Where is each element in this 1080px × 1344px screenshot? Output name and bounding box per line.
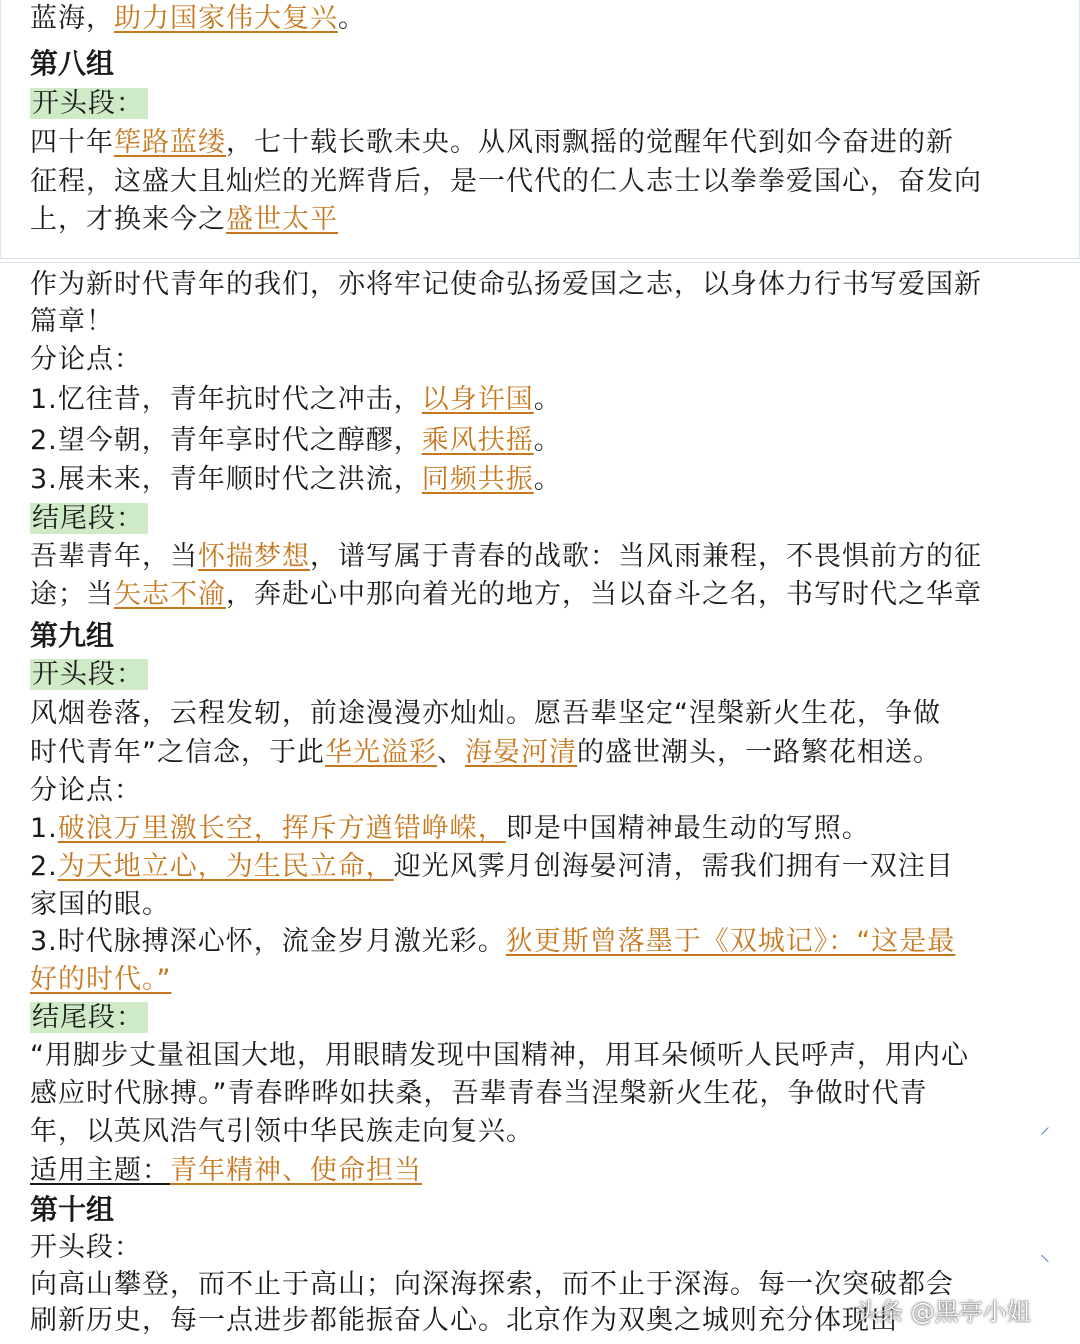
highlight-phrase: 狄更斯曾落墨于《双城记》：“这是最 [505,926,956,957]
section-label: 开头段： [30,1232,142,1263]
highlight-phrase: 海晏河清 [465,737,577,768]
point-item: 2.望今朝，青年享时代之醇醪，乘风扶摇。 [30,425,562,456]
text-line: 向高山攀登，而不止于高山；向深海探索，而不止于深海。每一次突破都会 [30,1269,954,1300]
ending-label: 结尾段： [30,503,148,534]
highlight-phrase: 好的时代。” [30,964,172,995]
point-item: 3.展未来，青年顺时代之洪流，同频共振。 [30,464,562,495]
text-line: 途；当矢志不渝，奔赴心中那向着光的地方，当以奋斗之名，书写时代之华章 [30,579,982,610]
scroll-mark-icon: ⸌ [1040,1250,1050,1274]
text-line: “用脚步丈量祖国大地，用眼睛发现中国精神，用耳朵倾听人民呼声，用内心 [30,1040,969,1071]
point-item: 1.破浪万里激长空，挥斥方遒错峥嵘，即是中国精神最生动的写照。 [30,813,870,844]
opening-label: 开头段： [30,659,148,690]
highlight-phrase: 破浪万里激长空，挥斥方遒错峥嵘， [57,813,506,844]
highlight-phrase: 华光溢彩 [325,737,437,768]
section-label [30,656,148,694]
text-line: 吾辈青年，当怀揣梦想，谱写属于青春的战歌：当风雨兼程，不畏惧前方的征 [30,541,982,572]
sub-point-label: 分论点： [30,344,142,375]
text-line: 时代青年”之信念，于此华光溢彩、海晏河清的盛世潮头，一路繁花相送。 [30,737,941,768]
group-10-title: 第十组 [30,1193,115,1226]
section-label [30,999,148,1037]
section-label [30,500,148,538]
text-line: 征程，这盛大且灿烂的光辉背后，是一代代的仁人志士以拳拳爱国心，奋发向 [30,166,982,197]
theme-line [30,1152,422,1190]
highlight-phrase: 矢志不渝 [114,579,226,610]
highlight-phrase: 同频共振 [421,464,534,495]
sub-point-label: 分论点： [30,775,142,806]
group-8-title: 第八组 [30,47,115,80]
theme-label: 适用主题： [30,1155,170,1186]
text-line: 四十年筚路蓝缕，七十载长歌未央。从风雨飘摇的觉醒年代到如今奋进的新 [30,127,954,158]
ending-label: 结尾段： [30,1002,148,1033]
theme-value: 青年精神、使命担当 [170,1155,422,1186]
highlight-phrase: 盛世太平 [226,204,338,235]
point-item: 2.为天地立心，为生民立命，迎光风霁月创海晏河清，需我们拥有一双注目 [30,851,954,882]
watermark: 头条 @黑亭小姐 [855,1298,1031,1326]
highlight-phrase: 以身许国 [421,384,534,415]
highlight-phrase: 怀揣梦想 [198,541,310,572]
scroll-mark-icon: ⸝ [1040,1114,1050,1138]
text-line: 篇章！ [30,306,114,337]
text-line: 刷新历史，每一点进步都能振奋人心。北京作为双奥之城则充分体现出 [30,1305,898,1336]
highlight-phrase: 筚路蓝缕 [114,127,226,158]
text-line: 蓝海，助力国家伟大复兴。 [30,3,366,34]
group-9-title: 第九组 [30,619,115,652]
page-separator [0,262,1080,263]
highlight-phrase: 乘风扶摇 [421,425,534,456]
opening-label: 开头段： [30,88,148,119]
point-item: 3.时代脉搏深心怀，流金岁月激光彩。狄更斯曾落墨于《双城记》：“这是最 [30,926,956,957]
text-line: 上，才换来今之盛世太平 [30,204,338,235]
text-line: 家国的眼。 [30,889,170,920]
text-line: 感应时代脉搏。”青春晔晔如扶桑，吾辈青春当涅槃新火生花，争做时代青 [30,1078,928,1109]
text-line: 年，以英风浩气引领中华民族走向复兴。 [30,1116,534,1147]
text-line: 风烟卷落，云程发轫，前途漫漫亦灿灿。愿吾辈坚定“涅槃新火生花，争做 [30,698,941,729]
highlight-phrase: 助力国家伟大复兴 [114,3,338,34]
point-item: 1.忆往昔，青年抗时代之冲击，以身许国。 [30,384,562,415]
text-line: 作为新时代青年的我们，亦将牢记使命弘扬爱国之志，以身体力行书写爱国新 [30,269,982,300]
highlight-phrase: 为天地立心，为生民立命， [57,851,394,882]
section-label [30,85,148,123]
text-line [30,961,172,999]
